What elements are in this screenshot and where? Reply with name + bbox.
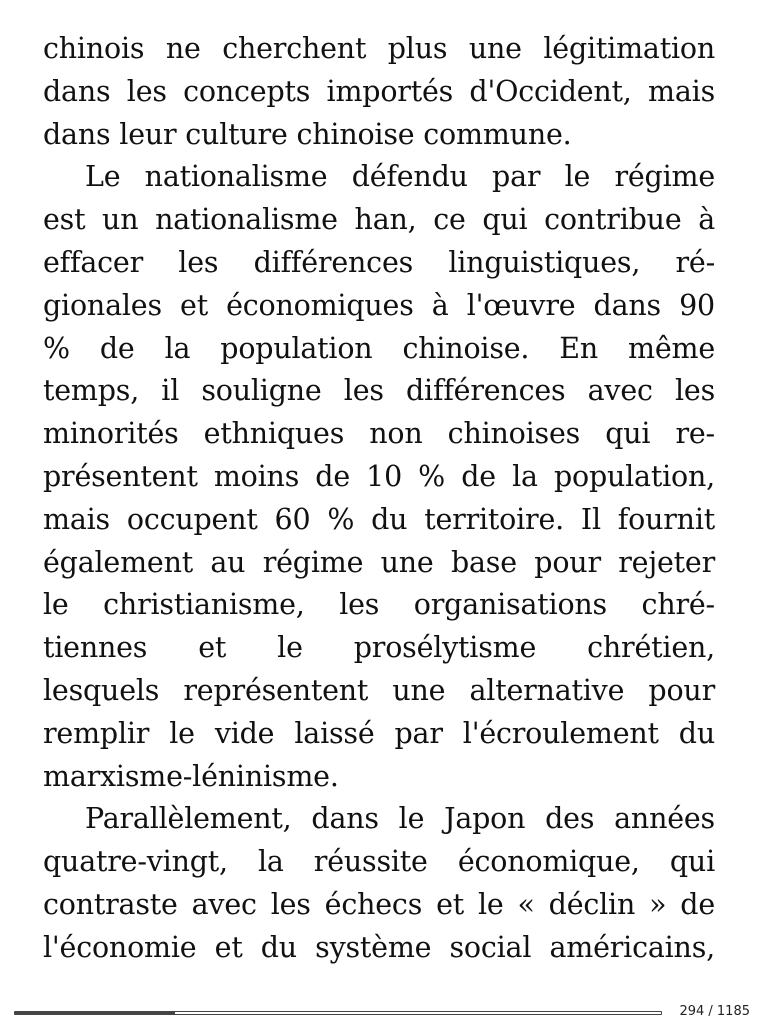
paragraph-2 — [43, 156, 715, 798]
text-line: marxisme-léninisme. — [43, 759, 339, 793]
text-line: mais occupent 60 % du territoire. Il fournit — [43, 502, 715, 536]
text-line: Le nationalisme défendu par le régime — [85, 160, 715, 194]
text-line: chinois ne cherchent plus une légitimation — [43, 32, 715, 65]
text-line: dans leur culture chinoise commune. — [43, 117, 572, 151]
text-line: contraste avec les échecs et le « déclin » de — [43, 887, 715, 921]
text-line: l'économie et du système social américains, — [43, 930, 715, 964]
text-line: le christianisme, les organisations chré- — [43, 588, 715, 622]
text-line: minorités ethniques non chinoises qui re- — [43, 417, 715, 451]
reader-footer — [0, 1000, 758, 1024]
paragraph-1 — [43, 28, 715, 156]
reading-progress-fill — [15, 1012, 175, 1014]
page-counter: 294 / 1185 — [679, 1004, 750, 1019]
text-line: temps, il souligne les différences avec les — [43, 374, 715, 408]
text-line: lesquels représentent une alternative pour — [43, 673, 715, 707]
text-line: dans les concepts importés d'Occident, mais — [43, 74, 715, 108]
text-line: présentent moins de 10 % de la population, — [43, 459, 715, 493]
reader-page-text — [43, 28, 715, 970]
text-line: remplir le vide laissé par l'écroulement du — [43, 716, 715, 750]
text-line: quatre-vingt, la réussite économique, qui — [43, 845, 715, 879]
paragraph-3 — [43, 798, 715, 969]
text-line: est un nationalisme han, ce qui contribue à — [43, 203, 715, 237]
text-line: gionales et économiques à l'œuvre dans 90 — [43, 288, 715, 322]
reading-progress-bar[interactable] — [14, 1011, 662, 1015]
text-line: également au régime une base pour rejeter — [43, 545, 715, 579]
text-line: tiennes et le prosélytisme chrétien, — [43, 631, 715, 665]
text-line: Parallèlement, dans le Japon des années — [85, 802, 715, 836]
text-line: effacer les différences linguistiques, ré- — [43, 245, 715, 279]
text-line: % de la population chinoise. En même — [43, 331, 715, 365]
